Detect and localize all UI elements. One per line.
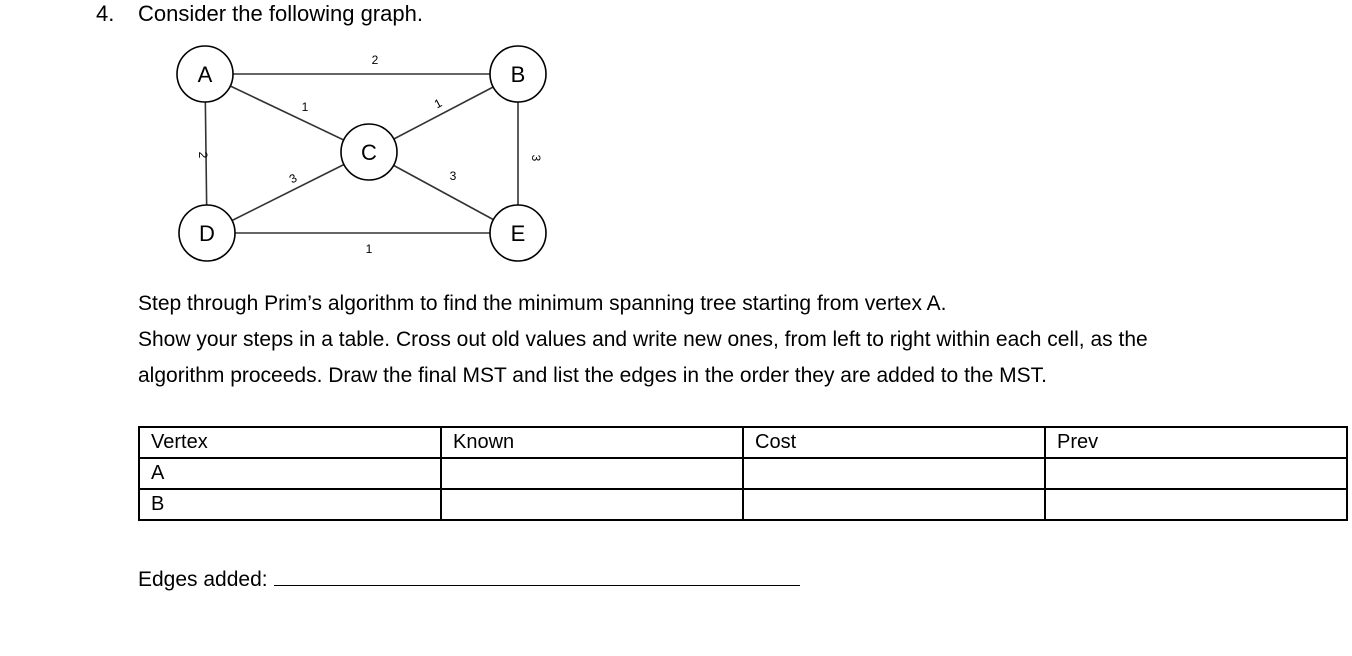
- edge-weight-a-c: 1: [301, 100, 309, 114]
- graph-svg: [172, 40, 562, 272]
- instructions-line-3: algorithm proceeds. Draw the final MST and list the edges in the order they are added to the MST.: [138, 364, 1047, 387]
- cell-cost[interactable]: [743, 458, 1045, 489]
- vertex-b: [490, 46, 546, 102]
- edges-added-label: Edges added:: [138, 568, 268, 591]
- header-known: Known: [441, 427, 743, 458]
- graph-diagram: [172, 40, 562, 272]
- cell-known[interactable]: [441, 489, 743, 520]
- vertex-c: [341, 124, 397, 180]
- vertex-label-b: B: [510, 62, 526, 87]
- table-row: [139, 458, 1347, 489]
- header-vertex: Vertex: [139, 427, 441, 458]
- vertex-e: [490, 205, 546, 261]
- table-header-row: [139, 427, 1347, 458]
- cell-prev[interactable]: [1045, 489, 1347, 520]
- instructions: [138, 286, 1338, 394]
- edge-a-c: [230, 86, 343, 140]
- cell-cost[interactable]: [743, 489, 1045, 520]
- vertex-a: [177, 46, 233, 102]
- header-cost: Cost: [743, 427, 1045, 458]
- question-header: [96, 0, 423, 28]
- edge-weight-b-e: 3: [529, 154, 543, 162]
- instructions-line-1: Step through Prim’s algorithm to find the minimum spanning tree starting from vertex A.: [138, 292, 947, 315]
- edge-c-b: [394, 87, 493, 139]
- vertex-label-a: A: [197, 62, 213, 87]
- edge-weight-c-b: 1: [431, 95, 445, 112]
- edge-weight-c-e: 3: [449, 169, 457, 183]
- cell-vertex: B: [139, 489, 441, 520]
- edge-weight-a-b: 2: [371, 53, 379, 67]
- edge-weight-a-d: 2: [196, 151, 210, 159]
- edge-c-e: [394, 165, 494, 219]
- question-prompt: Consider the following graph.: [138, 1, 423, 26]
- instructions-line-2: Show your steps in a table. Cross out old values and write new ones, from left to right within each cell, as the: [138, 328, 1148, 351]
- edges-added-blank[interactable]: [274, 563, 800, 586]
- vertex-d: [179, 205, 235, 261]
- cell-vertex: A: [139, 458, 441, 489]
- cell-known[interactable]: [441, 458, 743, 489]
- edges-added: [138, 563, 800, 592]
- edge-weight-d-c: 3: [286, 170, 300, 187]
- vertex-label-e: E: [510, 221, 526, 246]
- cell-prev[interactable]: [1045, 458, 1347, 489]
- vertices-layer: [177, 46, 546, 261]
- prim-steps-table: [138, 426, 1348, 521]
- header-prev: Prev: [1045, 427, 1347, 458]
- edge-weight-d-e: 1: [365, 242, 373, 256]
- vertex-label-d: D: [199, 221, 215, 246]
- vertex-label-c: C: [361, 140, 377, 165]
- question-number: 4.: [96, 1, 115, 26]
- table-row: [139, 489, 1347, 520]
